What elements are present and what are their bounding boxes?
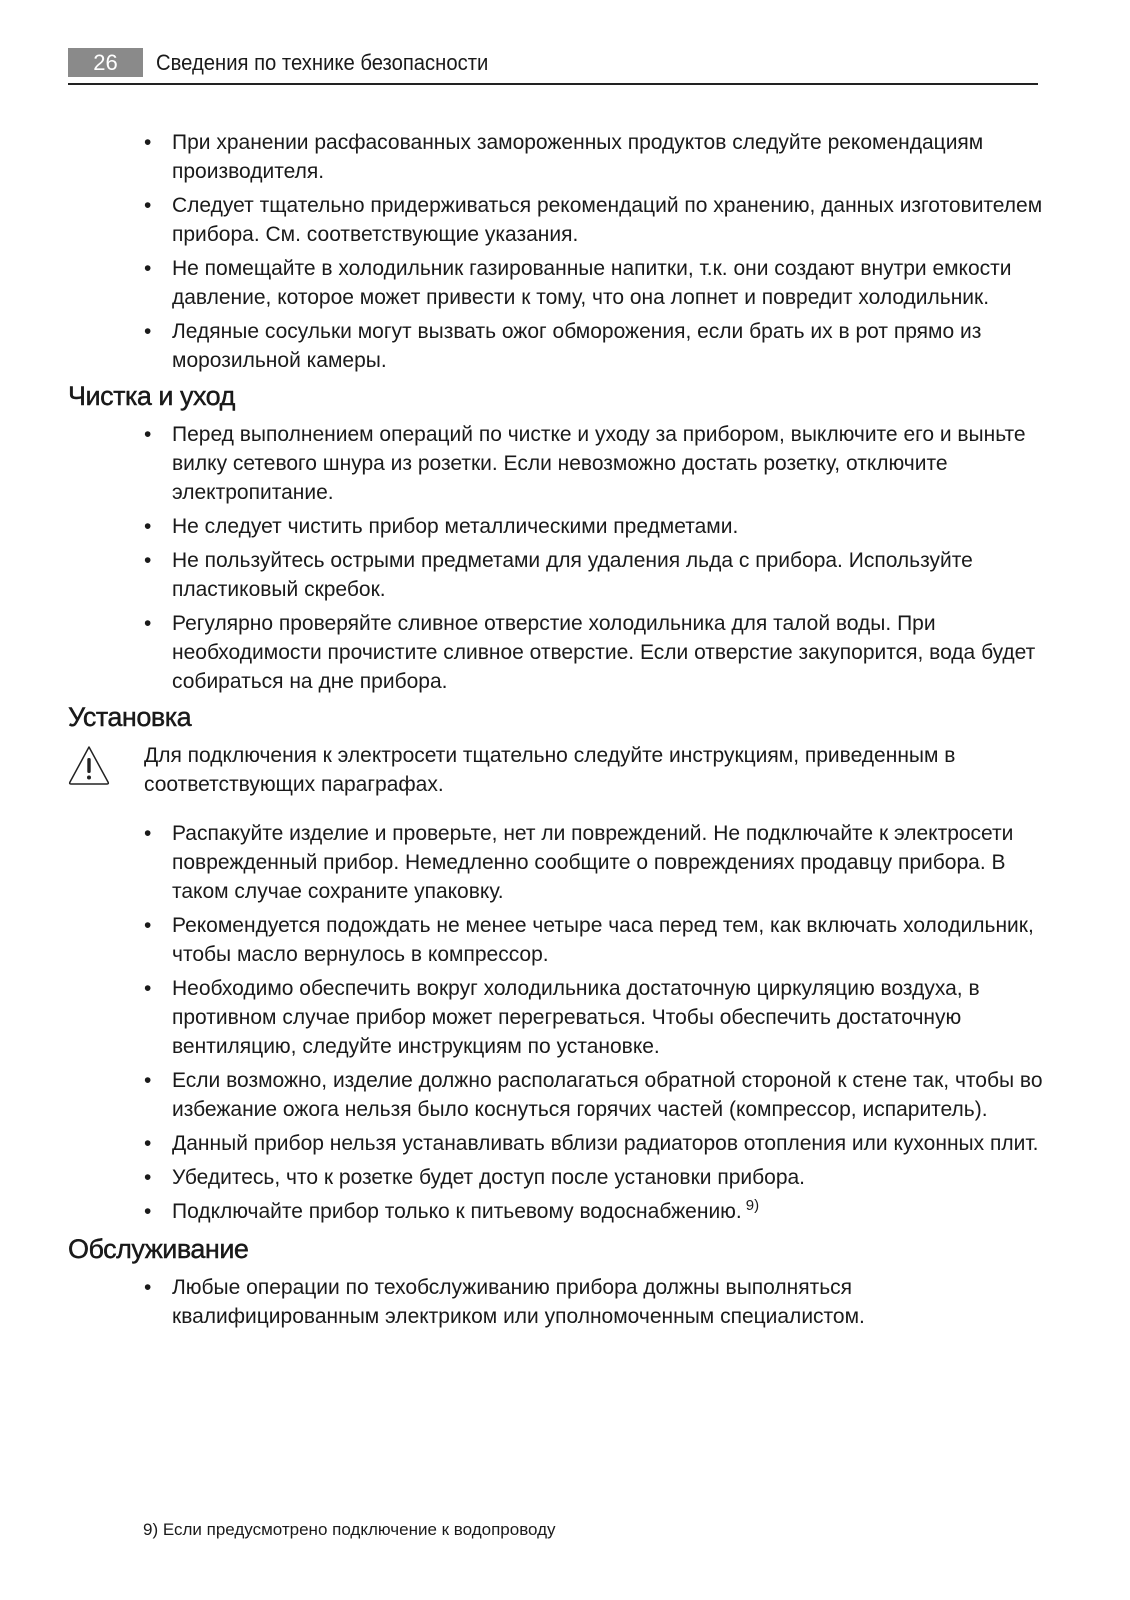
- warning-triangle-icon: [68, 745, 110, 785]
- section-heading-cleaning: Чистка и уход: [68, 381, 235, 411]
- intro-list: [68, 128, 1043, 375]
- page-header: [68, 48, 1038, 85]
- footnote: 9) Если предусмотрено подключение к водопроводу: [143, 1520, 556, 1539]
- maintenance-list: [68, 1273, 1043, 1331]
- list-item: • Следует тщательно придерживаться рекомендаций по хранению, данных изготовителем прибора. См. соответствующие указания.: [172, 191, 1043, 249]
- cleaning-list: [68, 420, 1043, 696]
- list-item: • Данный прибор нельзя устанавливать вблизи радиаторов отопления или кухонных плит.: [172, 1129, 1043, 1158]
- list-item: • Любые операции по техобслуживанию прибора должны выполняться квалифицированным электриком или уполномоченным специалистом.: [172, 1273, 1043, 1331]
- list-item: • Рекомендуется подождать не менее четыре часа перед тем, как включать холодильник, чтобы масло вернулось в компрессор.: [172, 911, 1043, 969]
- section-heading-maintenance: Обслуживание: [68, 1234, 249, 1264]
- page-title: Сведения по технике безопасности: [156, 50, 489, 75]
- list-item: • При хранении расфасованных замороженных продуктов следуйте рекомендациям производителя.: [172, 128, 1043, 186]
- list-item: • Не следует чистить прибор металлическими предметами.: [172, 512, 1043, 541]
- section-heading-installation: Установка: [68, 702, 192, 732]
- list-item: • Убедитесь, что к розетке будет доступ после установки прибора.: [172, 1163, 1043, 1192]
- list-item: • Ледяные сосульки могут вызвать ожог обморожения, если брать их в рот прямо из морозильной камеры.: [172, 317, 1043, 375]
- list-item-text: Подключайте прибор только к питьевому водоснабжению.: [172, 1200, 742, 1223]
- list-item: • Не пользуйтесь острыми предметами для удаления льда с прибора. Используйте пластиковый скребок.: [172, 546, 1043, 604]
- list-item: [172, 1197, 1043, 1228]
- warning-note: [68, 741, 1043, 799]
- list-item: • Если возможно, изделие должно располагаться обратной стороной к стене так, чтобы во избежание ожога нельзя было коснуться горячих частей (компрессор, испаритель).: [172, 1066, 1043, 1124]
- list-item: • Необходимо обеспечить вокруг холодильника достаточную циркуляцию воздуха, в противном случае прибор может перегреваться. Чтобы обеспечить достаточную вентиляцию, следуйте инструкциям по установке.: [172, 974, 1043, 1061]
- list-item: • Перед выполнением операций по чистке и уходу за прибором, выключите его и выньте вилку сетевого шнура из розетки. Если невозможно достать розетку, отключите электропитание.: [172, 420, 1043, 507]
- list-item: • Распакуйте изделие и проверьте, нет ли повреждений. Не подключайте к электросети поврежденный прибор. Немедленно сообщите о повреждениях продавцу прибора. В таком случае сохраните упаковку.: [172, 819, 1043, 906]
- list-item: • Регулярно проверяйте сливное отверстие холодильника для талой воды. При необходимости прочистите сливное отверстие. Если отверстие закупорится, вода будет собираться на дне прибора.: [172, 609, 1043, 696]
- footnote-reference[interactable]: 9): [745, 1197, 760, 1214]
- warning-text: Для подключения к электросети тщательно следуйте инструкциям, приведенным в соответствующих параграфах.: [144, 744, 956, 796]
- page-number: 26: [68, 48, 143, 77]
- installation-list: [68, 819, 1043, 1228]
- page-content: [68, 128, 1043, 1336]
- list-item: • Не помещайте в холодильник газированные напитки, т.к. они создают внутри емкости давление, которое может привести к тому, что она лопнет и повредит холодильник.: [172, 254, 1043, 312]
